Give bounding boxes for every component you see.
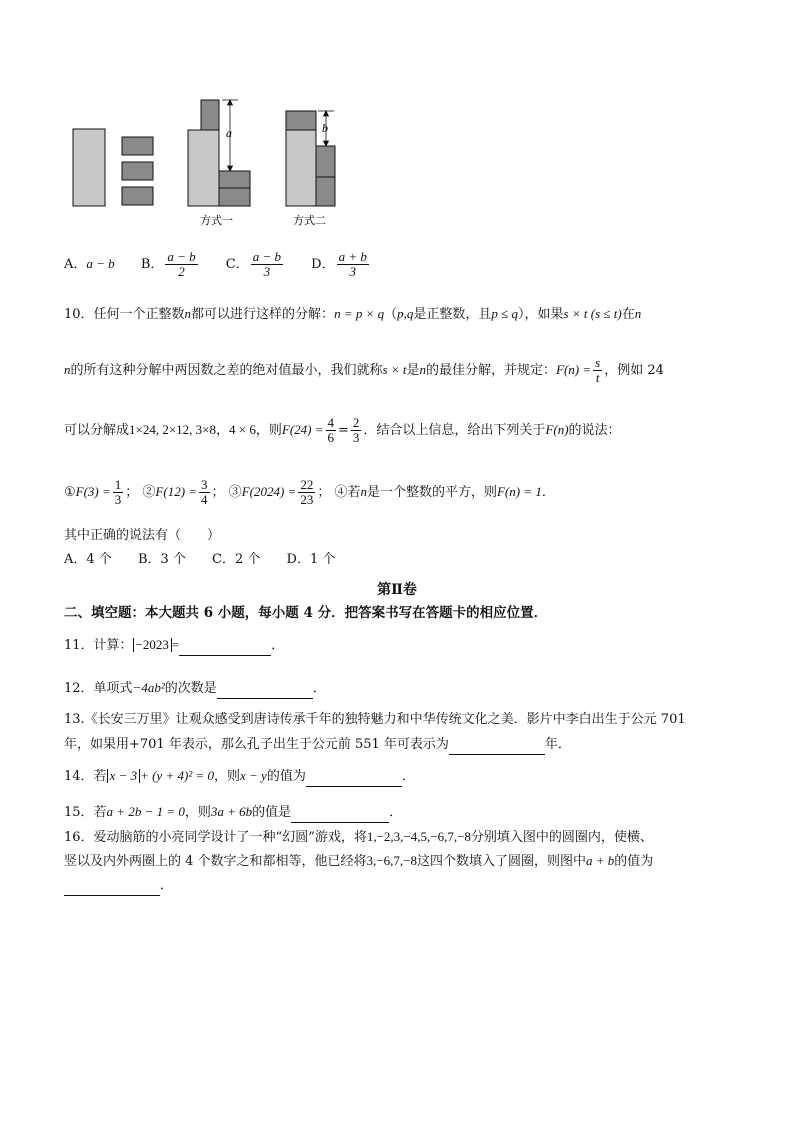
q11-answer-blank[interactable]	[179, 641, 271, 656]
option-a[interactable]: A．a − b	[64, 256, 115, 272]
method1-stack-bottom	[219, 188, 250, 206]
method2-stack-top	[316, 146, 335, 177]
q10-option-b[interactable]: B．3 个	[137, 552, 186, 567]
label-b: b	[322, 121, 328, 135]
q10-ask: 其中正确的说法有（ ）	[64, 528, 221, 543]
q12: 12．单项式−4ab²的次数是 ．	[64, 678, 326, 699]
q14: 14．若 x − 3 + (y + 4)² = 0，则x − y的值为 ．	[64, 766, 415, 787]
big-rectangle	[73, 129, 105, 206]
q10-line2: n的所有这种分解中两因数之差的绝对值最小，我们就称s × t是n的最佳分解，并规定：F(n) = $\frac{s}{t}$ ，例如 24	[64, 355, 664, 385]
q16-line1: 16．爱动脑筋的小亮同学设计了一种“幻圆”游戏，将1,−2,3,−4,5,−6,7,−8分别填入图中的圆圈内，使横、	[64, 829, 653, 845]
option-b[interactable]: B． $\frac{a - b}{2}$	[140, 249, 196, 279]
q10-statements: ①F(3) = $\frac{1}{3}$ ； ②F(12) = $\frac{3}{4}$ ； ③F(2024) = $\frac{22}{23}$ ； ④若n是一个整数的平方，则F(n) = 1．	[64, 477, 555, 507]
q12-answer-blank[interactable]	[217, 684, 313, 699]
caption-method2: 方式二	[293, 214, 326, 227]
caption-method1: 方式一	[200, 214, 233, 227]
label-a: a	[226, 126, 232, 140]
q11: 11．计算： −2023 = ．	[64, 635, 284, 656]
method2-top-block	[286, 111, 316, 130]
q15-answer-blank[interactable]	[291, 808, 389, 823]
q10-line1: 10．任何一个正整数n都可以进行这样的分解：n = p × q（p,q是正整数，且p ≤ q），如果s × t (s ≤ t)在n	[64, 306, 642, 322]
small-rectangle-3	[122, 187, 153, 205]
q14-answer-blank[interactable]	[306, 772, 402, 787]
q16-line3: ．	[64, 876, 173, 896]
q16-answer-blank[interactable]	[64, 881, 160, 896]
q10-line3: 可以分解成1×24, 2×12, 3×8，4 × 6，则F(24) = $\frac{4}{6}$ = $\frac{2}{3}$ ．结合以上信息，给出下列关于F(n)的说法：	[64, 415, 621, 445]
q10-options	[64, 550, 357, 570]
option-d[interactable]: D． $\frac{a + b}{3}$	[311, 249, 367, 279]
q10-option-a[interactable]: A．4 个	[64, 552, 112, 567]
method2-big	[286, 130, 316, 206]
rectangle-figure	[70, 92, 370, 232]
q15: 15．若a + 2b − 1 = 0，则3a + 6b的值是 ．	[64, 802, 402, 823]
q9-options	[64, 250, 393, 279]
option-c[interactable]: C． $\frac{a - b}{3}$	[225, 249, 282, 279]
q10-option-c[interactable]: C．2 个	[212, 552, 261, 567]
q13-line1: 13.《长安三万里》让观众感受到唐诗传承千年的独特魅力和中华传统文化之美．影片中李白出生于公元 701	[64, 712, 686, 727]
method1-big	[188, 130, 219, 206]
q13-answer-blank[interactable]	[449, 740, 545, 755]
small-rectangle-1	[122, 137, 153, 155]
method1-top-block	[201, 100, 219, 130]
method1-stack-top	[219, 171, 250, 188]
q10-option-d[interactable]: D．1 个	[286, 552, 336, 567]
section-heading: 二、填空题：本大题共 6 小题，每小题 4 分．把答案书写在答题卡的相应位置．	[64, 605, 548, 621]
q13-line2: 年，如果用+701 年表示，那么孔子出生于公元前 551 年可表示为 年．	[64, 735, 571, 755]
method2-stack-bottom	[316, 177, 335, 206]
section-title: 第Ⅱ卷	[377, 582, 417, 598]
small-rectangle-2	[122, 162, 153, 180]
q16-line2: 竖以及内外两圈上的 4 个数字之和都相等，他已经将3,−6,7,−8这四个数填入了圆圈，则图中a + b的值为	[64, 853, 654, 869]
